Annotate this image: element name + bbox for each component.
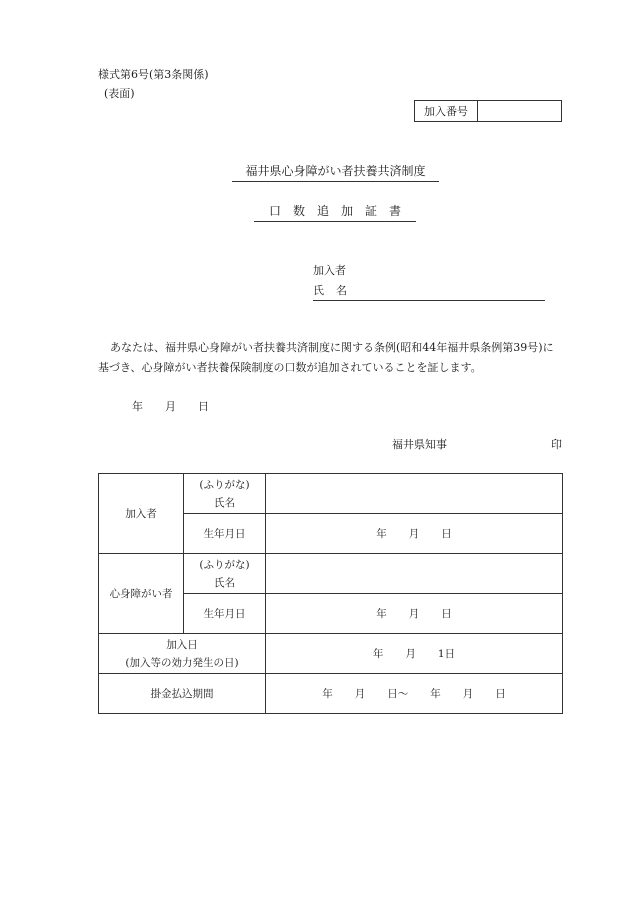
day-label: 日 [495, 688, 506, 700]
join-date-header [99, 634, 266, 674]
month-label: 月 [354, 688, 366, 700]
month-label: 月 [408, 528, 420, 540]
subscriber-name-cell [266, 474, 563, 514]
issuer-title: 福井県知事 [392, 438, 447, 451]
certificate-title-char: 証 [365, 204, 378, 218]
subscriber-birthdate-cell [266, 514, 563, 554]
premium-period-cell [266, 674, 563, 714]
name-label: 氏名 [214, 497, 235, 509]
seal-mark: 印 [551, 438, 562, 451]
premium-period-label: 掛金払込期間 [99, 674, 266, 714]
table-row [99, 474, 563, 514]
day-label: 日 [441, 608, 452, 620]
table-row [99, 554, 563, 594]
system-name-title: 福井県心身障がい者扶養共済制度 [232, 162, 439, 182]
issue-date [132, 398, 209, 414]
year-label: 年 [376, 528, 387, 540]
certificate-title-char: 口 [268, 204, 281, 218]
disabled-birthdate-cell [266, 594, 563, 634]
day-label: 日 [441, 528, 452, 540]
certificate-title-char: 追 [316, 204, 329, 218]
birthdate-label: 生年月日 [184, 514, 266, 554]
member-number-label: 加入番号 [415, 101, 478, 121]
name-char: 氏 [313, 284, 324, 297]
name-label: 氏名 [214, 577, 235, 589]
year-label: 年 [376, 608, 387, 620]
table-row [99, 634, 563, 674]
furigana-label: (ふりがな) [199, 559, 250, 571]
month-label: 月 [405, 648, 416, 660]
subscriber-label: 加入者 [313, 264, 346, 277]
issue-year: 年 [132, 400, 143, 413]
join-date-cell [266, 634, 563, 674]
certificate-title-char: 書 [389, 204, 402, 218]
subscriber-header: 加入者 [99, 474, 184, 554]
certificate-title-char: 数 [292, 204, 305, 218]
month-label: 月 [462, 688, 474, 700]
certificate-title-char: 加 [341, 204, 354, 218]
month-label: 月 [408, 608, 420, 620]
table-row [99, 674, 563, 714]
member-number-box [414, 100, 562, 122]
certificate-body-text: あなたは、福井県心身障がい者扶養共済制度に関する条例(昭和44年福井県条例第39号)に基づき、心身障がい者扶養保険制度の口数が追加されていることを証します。 [98, 341, 554, 374]
face-label: (表面) [104, 87, 135, 100]
birthdate-label: 生年月日 [184, 594, 266, 634]
form-number: 様式第6号(第3条関係) [98, 68, 209, 81]
issue-day: 日 [198, 400, 209, 413]
disabled-name-header [184, 554, 266, 594]
join-date-label: 加入日 [166, 639, 198, 651]
join-date-note: (加入等の効力発生の日) [125, 657, 239, 669]
member-number-value [478, 101, 561, 121]
furigana-label: (ふりがな) [199, 479, 250, 491]
details-table [98, 473, 563, 714]
join-day-label: 1日 [437, 648, 456, 660]
year-label: 年 [430, 688, 441, 700]
year-label: 年 [322, 688, 333, 700]
year-label: 年 [372, 648, 384, 660]
name-char: 名 [336, 284, 347, 297]
disabled-person-header: 心身障がい者 [99, 554, 184, 634]
disabled-name-cell [266, 554, 563, 594]
certificate-title [254, 202, 416, 222]
subscriber-name-header [184, 474, 266, 514]
issue-month: 月 [165, 400, 176, 413]
day-tilde-label: 日〜 [387, 688, 409, 700]
subscriber-name-line [313, 282, 545, 301]
